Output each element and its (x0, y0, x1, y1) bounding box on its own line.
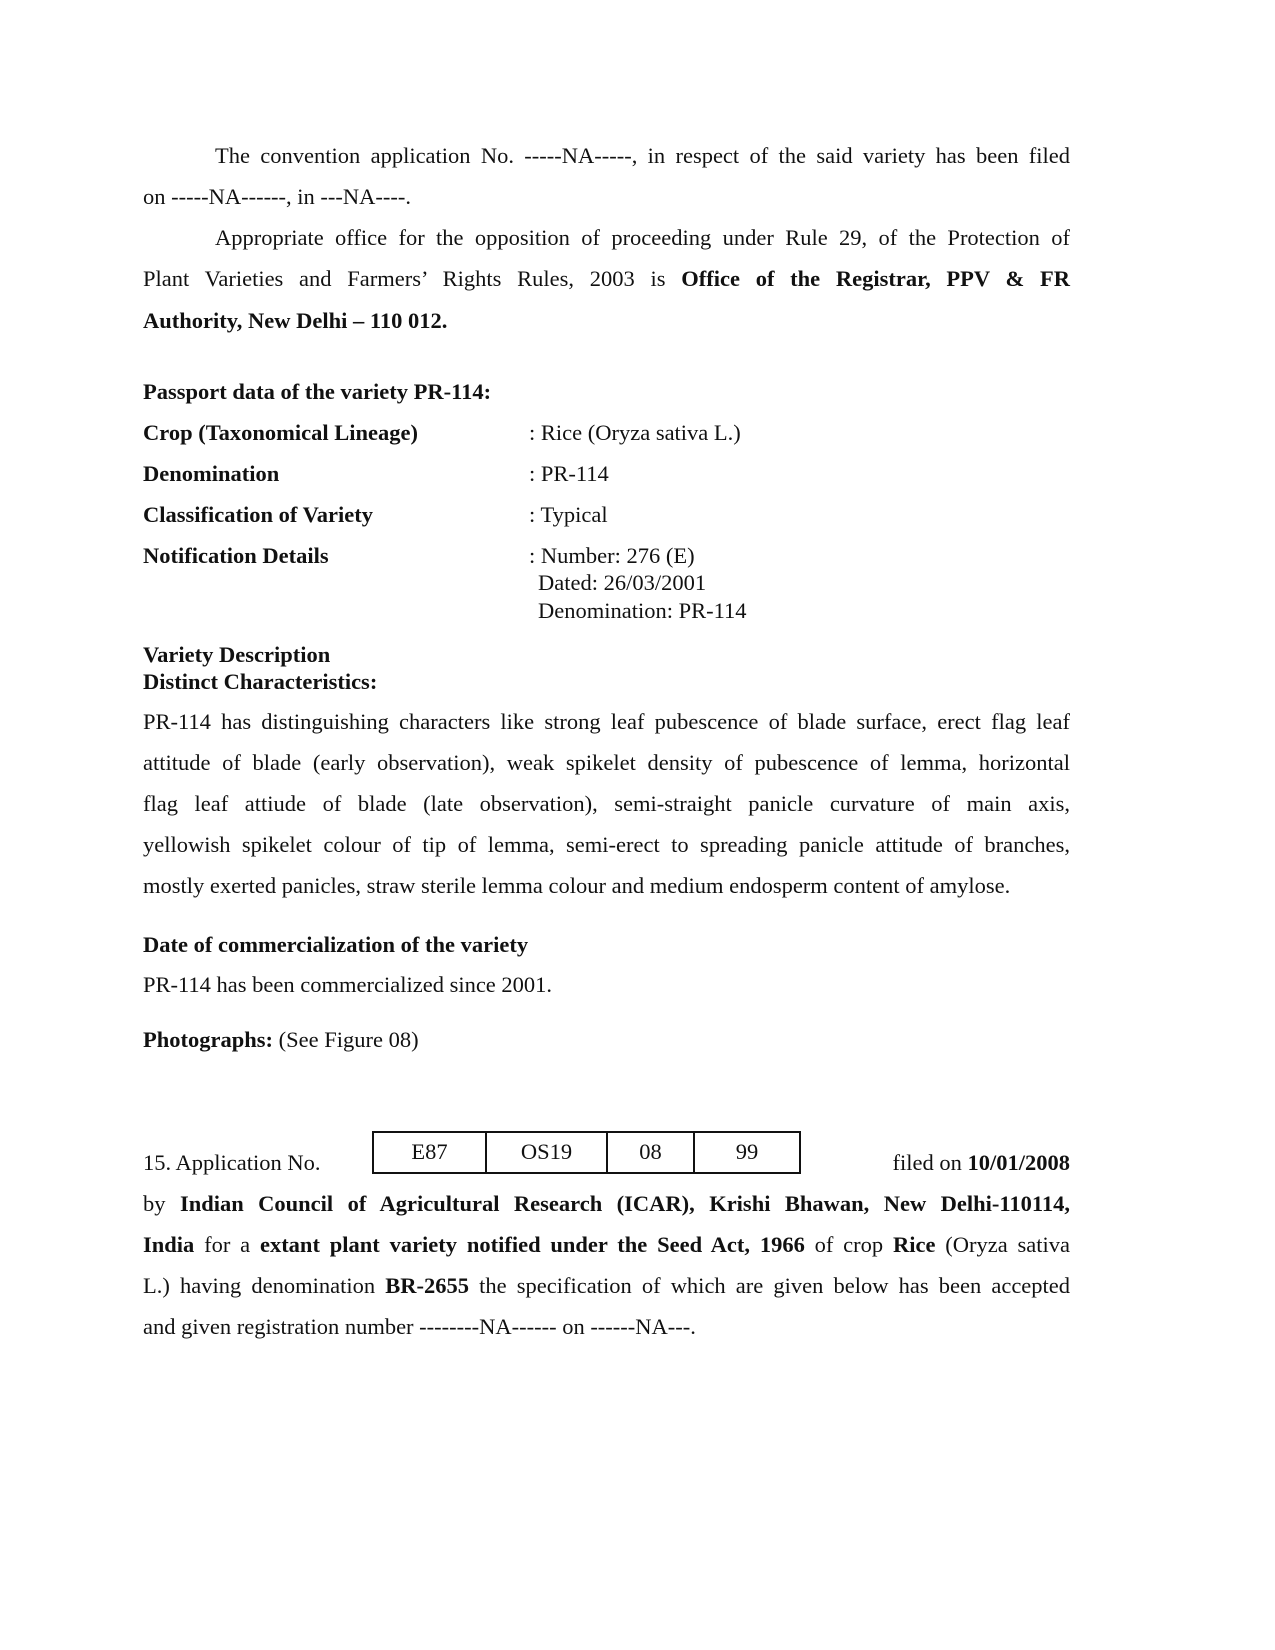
application-box-4: 99 (735, 1139, 759, 1164)
application-box-1: E87 (374, 1133, 487, 1172)
applicant-line (143, 1191, 1070, 1217)
text-having-denomination: L.) having denomination (143, 1273, 376, 1298)
filed-on (893, 1150, 1071, 1176)
passport-label-notification: Notification Details (143, 543, 329, 568)
photographs-line (143, 1027, 419, 1053)
filed-on-label: filed on (892, 1150, 962, 1175)
passport-value-notification-denomination: Denomination: PR-114 (538, 598, 747, 623)
registrar-office: Office of the Registrar, PPV & FR (681, 266, 1070, 291)
distinct-characteristics-heading: Distinct Characteristics: (143, 669, 378, 694)
variety-type-line (143, 1232, 1070, 1258)
crop-name: Rice (892, 1232, 936, 1257)
variety-denomination: BR-2655 (385, 1273, 469, 1298)
application-number-boxes (372, 1131, 801, 1174)
application-box-2: OS19 (487, 1133, 608, 1172)
passport-label-classification: Classification of Variety (143, 502, 373, 527)
convention-line-1: The convention application No. -----NA-----, in respect of the said variety has been filed (215, 143, 1070, 168)
registrar-address: Authority, New Delhi – 110 012. (143, 308, 448, 333)
description-line-4: yellowish spikelet colour of tip of lemma, semi-erect to spreading panicle attitude of branches, (143, 832, 1070, 857)
variety-description-heading: Variety Description (143, 642, 331, 667)
photographs-label: Photographs: (143, 1027, 274, 1052)
commercialization-text: PR-114 has been commercialized since 2001. (143, 972, 553, 997)
passport-label-denomination: Denomination (143, 461, 280, 486)
passport-heading: Passport data of the variety PR-114: (143, 379, 492, 404)
applicant-country: India (143, 1232, 195, 1257)
passport-value-crop: : Rice (Oryza sativa L.) (529, 420, 741, 445)
text-specification: the specification of which are given below has been accepted (479, 1273, 1071, 1298)
description-line-5: mostly exerted panicles, straw sterile lemma colour and medium endosperm content of amylose. (143, 873, 1011, 898)
opposition-line-2 (143, 266, 1070, 292)
photographs-reference: (See Figure 08) (278, 1027, 419, 1052)
convention-line-2: on -----NA------, in ---NA----. (143, 184, 411, 209)
filed-on-date: 10/01/2008 (967, 1150, 1070, 1175)
crop-species: (Oryza sativa (945, 1232, 1071, 1257)
applicant-by: by (143, 1191, 166, 1216)
passport-value-denomination: : PR-114 (529, 461, 609, 486)
passport-label-crop: Crop (Taxonomical Lineage) (143, 420, 419, 445)
variety-category: extant plant variety notified under the Seed Act, 1966 (259, 1232, 805, 1257)
application-box-3: 08 (608, 1133, 695, 1172)
description-line-3: flag leaf attiude of blade (late observation), semi-straight panicle curvature of main axis, (143, 791, 1070, 816)
passport-value-notification-number: : Number: 276 (E) (529, 543, 695, 568)
opposition-text: Plant Varieties and Farmers’ Rights Rules, 2003 is (143, 266, 666, 291)
text-for-a: for a (204, 1232, 251, 1257)
registration-line: and given registration number --------NA------ on ------NA---. (143, 1314, 696, 1339)
text-of-crop: of crop (814, 1232, 884, 1257)
opposition-line-1: Appropriate office for the opposition of proceeding under Rule 29, of the Protection of (215, 225, 1070, 250)
applicant-name: Indian Council of Agricultural Research (ICAR), Krishi Bhawan, New Delhi-110114, (179, 1191, 1071, 1216)
passport-value-notification-date: Dated: 26/03/2001 (538, 570, 707, 595)
denomination-line (143, 1273, 1070, 1299)
application-number-label: 15. Application No. (143, 1150, 321, 1175)
description-line-2: attitude of blade (early observation), weak spikelet density of pubescence of lemma, horizontal (143, 750, 1070, 775)
commercialization-heading: Date of commercialization of the variety (143, 932, 529, 957)
description-line-1: PR-114 has distinguishing characters like strong leaf pubescence of blade surface, erect flag leaf (143, 709, 1070, 734)
passport-value-classification: : Typical (529, 502, 608, 527)
